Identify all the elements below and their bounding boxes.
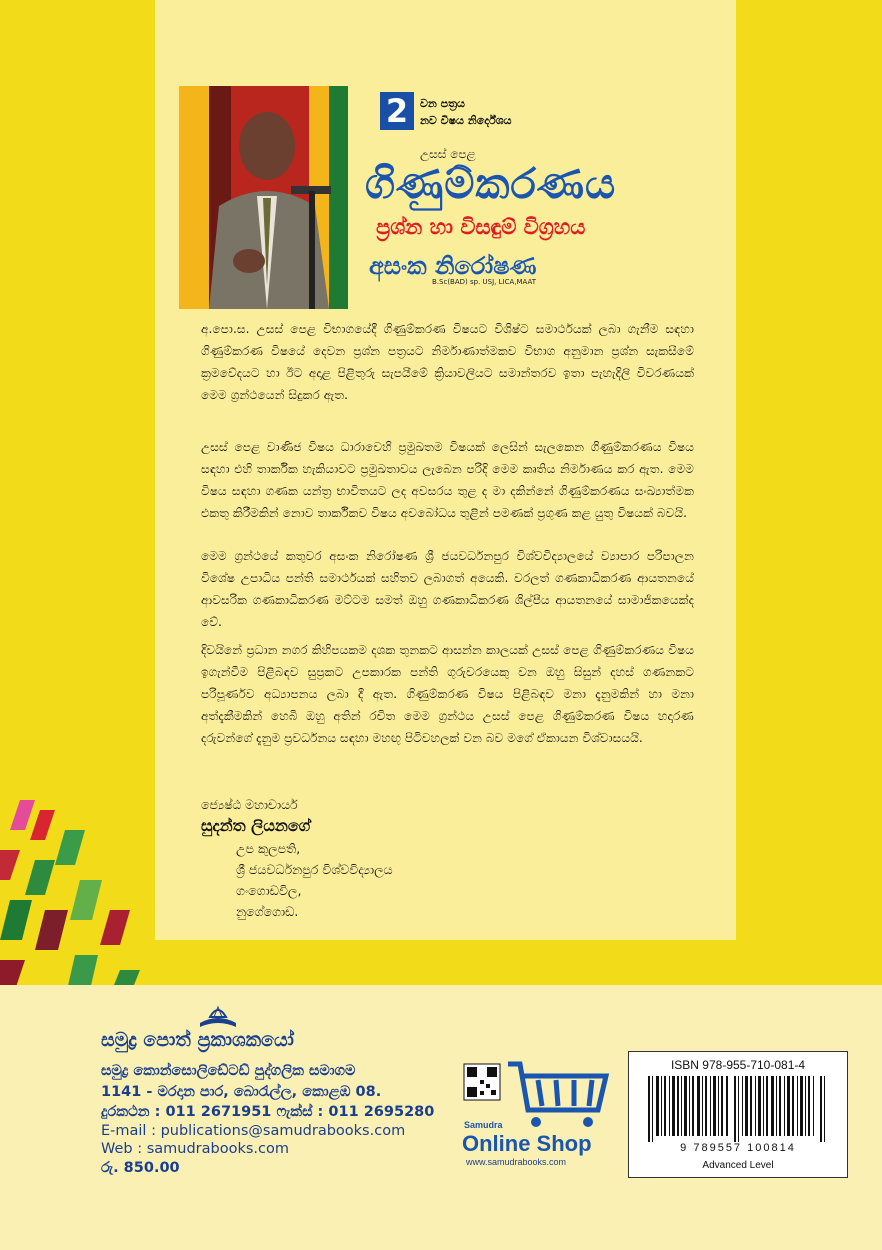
edition-line-2: නව විෂය නිර්දේශය xyxy=(420,114,512,127)
paragraph-2: උසස් පෙළ වාණිජ විෂය ධාරාවෙහි ප්‍රමුඛතම විෂයක් ලෙසින් සැලකෙන ගිණුම්කරණය විෂය සඳහා එහි තාර්කික හැකියාවට ප්‍රමුඛතාවය ලැබෙන පරිදි මෙම කෘතිය නිර්මාණය කර ඇත. මෙම විෂය සඳහා ගණක යන්ත්‍ර භාවිතයට ලද අවසරය තුළ ද මා දකින්නේ ගිණුම්කරණය සංඛ්‍යාත්මක එකතු කිරීමකින් නොව තාර්කිකව විෂය අවබෝධය තුළින් පමණක් ප්‍රගුණ කළ යුතු විෂයක් බවයි. xyxy=(201,440,694,520)
publisher-email[interactable]: E-mail : publications@samudrabooks.com xyxy=(101,1123,406,1139)
isbn-digits: 9 789557 100814 xyxy=(680,1142,796,1154)
publisher-address: 1141 - මරදාන පාර, බොරැල්ල, කොළඹ 08. xyxy=(101,1084,382,1100)
publisher-company: සමුද්‍ර කොන්සොලිඩේටඩ් පුද්ගලික සමාගම xyxy=(101,1063,356,1079)
isbn-level: Advanced Level xyxy=(702,1160,774,1171)
signature-line-4: නුගේගොඩ. xyxy=(236,904,299,919)
paragraph-3: මෙම ග්‍රන්ථයේ කතුවර අසංක නිරෝෂණ ශ්‍රී ජයවර්ධනපුර විශ්වවිද්‍යාලයේ ව්‍යාපාර පරිපාලන විශේෂ උපාධිය පන්ති සමාර්ථයක් සහිතව ලබාගත් අයෙකි. වරලත් ගණකාධිකරණ ආයතනයේ ආවසරික ගණකාධිකරණ මට්ටම සමත් ඔහු ගණකාධිකරණ ශිල්පීය ආයතනයේ සාමාජිකයෙක්ද වේ. xyxy=(201,549,694,629)
signature-line-2: ශ්‍රී ජයවර්ධනපුර විශ්වවිද්‍යාලය xyxy=(236,862,393,877)
author-photo xyxy=(179,86,348,309)
publisher-name: සමුද්‍ර පොත් ප්‍රකාශකයෝ xyxy=(101,1029,294,1051)
edition-number: 2 xyxy=(380,92,414,130)
signature-line-1: උප කුලපති, xyxy=(236,841,301,856)
author-name: අසංක නිරෝෂණ xyxy=(369,252,537,280)
paragraph-4: දිවයිනේ ප්‍රධාන නගර කිහිපයකම දශක තුනකට ආසන්න කාලයක් උසස් පෙළ ගිණුම්කරණය විෂය ඉගැන්වීම පිළිබඳව සුප්‍රකට උපකාරක පන්ති ගුරුවරයෙකු වන ඔහු සිසුන් දහස් ගණනකට පරිපූර්ණව අධ්‍යාපනය ලබා දී ඇත. ගිණුම්කරණ විෂය පිළිබඳව මනා දැනුමකින් හා මනා අත්දැකීමකින් හෙබි ඔහු අතින් රචිත මෙම ග්‍රන්ථය උසස් පෙළ ගිණුම්කරණ විෂය හදාරණ දරුවන්ගේ දැනුම ප්‍රවර්ධනය සඳහා මහඟු පිටිවහලක් වන බව මගේ ඒකායන විශ්වාසයයි. xyxy=(201,643,694,745)
book-price: රු. 850.00 xyxy=(101,1160,180,1176)
shop-name: Online Shop xyxy=(462,1131,592,1156)
photo-illustration xyxy=(179,86,348,309)
signature-name: සුදන්ත ලියනගේ xyxy=(201,816,311,835)
decorative-shapes xyxy=(0,770,160,990)
book-title: ගිණුම්කරණය xyxy=(365,159,617,208)
signature-title: ජ්‍යෙෂ්ඨ මහාචාර්ය xyxy=(201,797,298,812)
barcode-icon xyxy=(648,1076,828,1142)
edition-line-1: වන පත්‍රය xyxy=(420,97,465,110)
author-qualifications: B.Sc(BAD) sp. USJ, LICA,MAAT xyxy=(432,278,537,286)
isbn-text: ISBN 978-955-710-081-4 xyxy=(670,1058,806,1072)
level-label: උසස් පෙළ xyxy=(420,147,476,161)
paragraph-1: අ.පො.ස. උසස් පෙළ විභාගයේදී ගිණුම්කරණ විෂයට විශිෂ්ට සමාර්ථයක් ලබා ගැනීම සඳහා ගිණුම්කරණ විෂයේ දෙවන ප්‍රශ්න පත්‍රයට නිර්මාණාත්මකව විභාග අනුමාන ප්‍රශ්න සැකසීමේ ක්‍රමවේදයට හා ඊට අදාළ පිළිතුරු සැපයීමේ ක්‍රියාවලියට සමාන්තරව ඉතා පැහැදිලි විවරණයක් මෙම ග්‍රන්ථයෙන් සිදුකර ඇත. xyxy=(201,322,694,402)
shop-url[interactable]: www.samudrabooks.com xyxy=(466,1157,567,1167)
online-shop-badge[interactable] xyxy=(458,1058,614,1170)
shell-book-logo-icon xyxy=(198,1003,238,1029)
isbn-barcode-box xyxy=(628,1051,848,1178)
publisher-phone: දුරකථන : 011 2671951 ෆැක්ස් : 011 2695280 xyxy=(101,1104,435,1120)
signature-line-3: ගංගොඩවිල, xyxy=(236,883,302,898)
publisher-web[interactable]: Web : samudrabooks.com xyxy=(101,1141,289,1157)
shop-brand: Samudra xyxy=(464,1120,503,1130)
book-subtitle: ප්‍රශ්න හා විසඳුම් විග්‍රහය xyxy=(376,215,586,239)
